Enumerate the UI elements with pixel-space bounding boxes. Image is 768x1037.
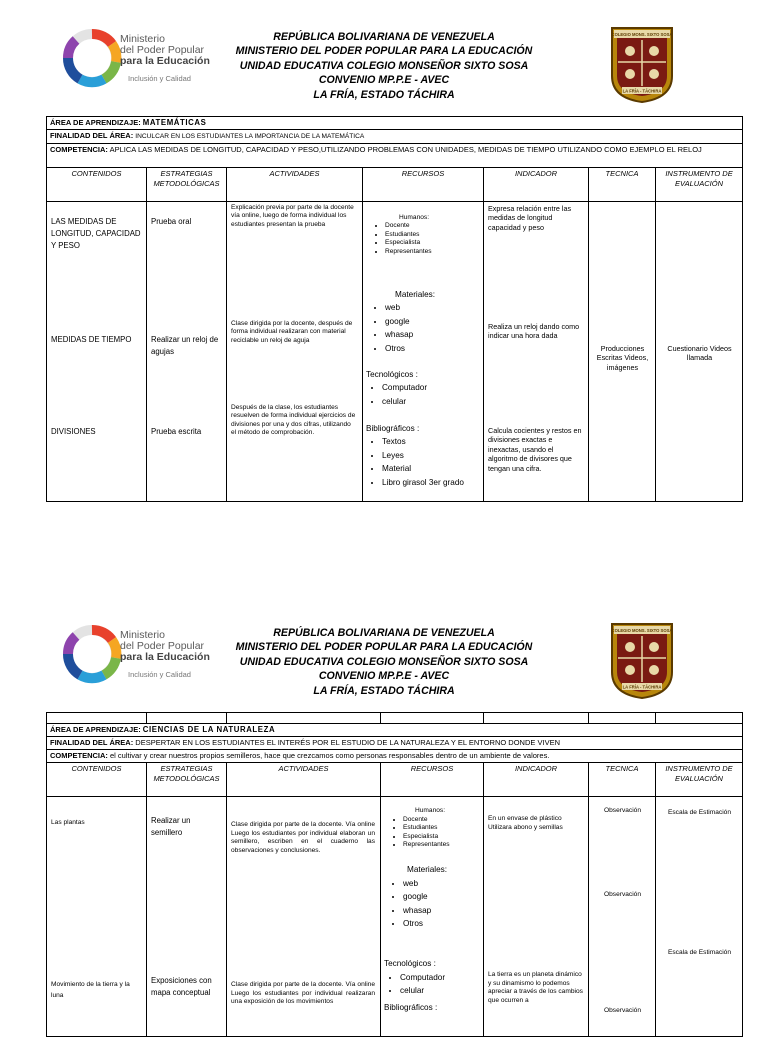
title-line-4: CONVENIO MP.P.E - AVEC [318, 670, 450, 683]
estrategia-1: Realizar un semillero [151, 816, 191, 837]
area-label: ÁREA DE APRENDIZAJE: [50, 118, 141, 127]
title-line-3: UNIDAD EDUCATIVA COLEGIO MONSEÑOR SIXTO SOSA [239, 655, 529, 668]
title-line-5: LA FRÍA, ESTADO TÁCHIRA [313, 684, 455, 697]
title-line-3: UNIDAD EDUCATIVA COLEGIO MONSEÑOR SIXTO SOSA [239, 59, 529, 72]
ministry-logo [62, 624, 222, 714]
finalidad-value: DESPERTAR EN LOS ESTUDIANTES EL INTERÉS POR EL ESTUDIO DE LA NATURALEZA Y EL ENTORNO DONDE VIVEN [135, 738, 560, 747]
instrumento-1: Escala de Estimación [667, 809, 732, 816]
table-cell-contenidos [47, 201, 147, 501]
humano-item: • Estudiantes [403, 824, 479, 833]
indicador-2: Realiza un reloj dando como indicar una hora dada [488, 321, 580, 341]
col-header-recursos: RECURSOS [381, 763, 484, 797]
table-cell-recursos [381, 797, 484, 1037]
ministry-logo-icon [62, 28, 122, 88]
col-header-actividades: ACTIVIDADES [227, 167, 363, 201]
competencia-value: el cultivar y crear nuestros propios semilleros, hace que crezcamos como personas responsables dentro de un ambiente de valores. [110, 751, 550, 760]
competencia-label: COMPETENCIA: [50, 144, 108, 154]
actividad-3: Después de la clase, los estudiantes resuelven de forma individual ejercicios de divisiones por una y dos cifras, utilizando el método de comprobación. [231, 403, 356, 437]
recursos-bibliograficos [366, 422, 480, 490]
tecnica-mid: Observación [603, 891, 642, 898]
plan-table-ciencias [46, 712, 743, 1037]
school-seal-icon [608, 620, 676, 700]
estrategia-2: Realizar un reloj de agujas [151, 334, 219, 356]
col-header-contenidos: CONTENIDOS [47, 763, 147, 797]
table-cell-estrategias [147, 201, 227, 501]
table-cell-estrategias [147, 797, 227, 1037]
table-cell-actividades [227, 201, 363, 501]
logo-line-3: para la Educación [120, 55, 210, 67]
material-item: • whasap [385, 328, 479, 342]
empty-cell [656, 713, 743, 724]
seal-top-text: COLEGIO MONS. SIXTO SOSA [611, 628, 673, 633]
material-item: • whasap [403, 904, 479, 918]
page-header-2 [0, 596, 768, 706]
recursos-materiales [387, 863, 479, 931]
title-line-4: CONVENIO MP.P.E - AVEC [318, 74, 450, 87]
competencia-value: APLICA LAS MEDIDAS DE LONGITUD, CAPACIDAD Y PESO,UTILIZANDO PROBLEMAS CON UNIDADES, MEDIDAS DE TIEMPO UTILIZANDO COMO EJEMPLO EL RELOJ [109, 144, 702, 154]
col-header-tecnica: TECNICA [589, 763, 656, 797]
table-cell-indicador [484, 201, 589, 501]
finalidad-value: INCULCAR EN LOS ESTUDIANTES LA IMPORTANCIA DE LA MATEMÁTICA [135, 133, 365, 140]
humano-item: • Especialista [403, 833, 479, 842]
tecnica-value: Producciones Escritas Videos, imágenes [596, 343, 649, 372]
recursos-humanos [369, 214, 479, 257]
bibliograficos-label: Bibliográficos : [366, 423, 420, 433]
empty-cell [227, 713, 381, 724]
table-cell-tecnica [589, 797, 656, 1037]
school-seal [608, 24, 676, 104]
plan-table-matematicas [46, 116, 743, 502]
institution-titles [200, 626, 568, 698]
humano-item: • Estudiantes [385, 231, 479, 240]
tecnologico-item: • celular [400, 984, 480, 998]
material-item: • web [403, 877, 479, 891]
finalidad-label: FINALIDAD DEL ÁREA: [50, 738, 134, 747]
title-line-2: MINISTERIO DEL PODER POPULAR PARA LA EDUCACIÓN [235, 641, 533, 654]
contenido-1: LAS MEDIDAS DE LONGITUD, CAPACIDAD Y PESO [51, 216, 141, 250]
finalidad-row [47, 737, 743, 750]
table-cell-instrumento [656, 201, 743, 501]
page-header-1 [0, 0, 768, 110]
estrategia-3: Prueba escrita [151, 426, 202, 436]
seal-bottom-text: LA FRÍA - TÁCHIRA [622, 88, 662, 94]
competencia-row [47, 750, 743, 763]
ministry-logo [62, 28, 222, 118]
estrategia-1: Prueba oral [151, 216, 192, 226]
contenido-3: DIVISIONES [51, 426, 96, 436]
actividad-2: Clase dirigida por la docente, después de forma individual realizaran con material reciclable un reloj de aguja [231, 319, 353, 344]
material-item: • Otros [385, 342, 479, 356]
actividad-2: Clase dirigida por parte de la docente. Vía online Luego los estudiantes por individual realizaran una exposición de los movimientos [231, 981, 375, 1006]
logo-line-2: del Poder Popular [120, 640, 205, 652]
material-item: • Otros [403, 917, 479, 931]
col-header-indicador: INDICADOR [484, 167, 589, 201]
contenido-2: MEDIDAS DE TIEMPO [51, 334, 132, 344]
bibliograficos-label: Bibliográficos : [384, 1003, 438, 1012]
school-seal-icon [608, 24, 676, 104]
logo-line-1: Ministerio [120, 33, 165, 45]
competencia-label: COMPETENCIA: [50, 751, 108, 760]
recursos-tecnologicos [366, 368, 480, 409]
title-line-1: REPÚBLICA BOLIVARIANA DE VENEZUELA [273, 627, 495, 639]
humano-item: • Docente [403, 816, 479, 825]
bibliografico-item: • Libro girasol 3er grado [382, 476, 480, 490]
area-value: CIENCIAS DE LA NATURALEZA [142, 725, 276, 734]
seal-bottom-text: LA FRÍA - TÁCHIRA [622, 684, 662, 690]
bibliografico-item: • Leyes [382, 449, 480, 463]
tecnica-2: Observación [603, 1007, 642, 1014]
logo-tagline: Inclusión y Calidad [128, 74, 191, 83]
estrategia-2: Exposiciones con mapa conceptual [151, 976, 212, 997]
area-label: ÁREA DE APRENDIZAJE: [50, 725, 141, 734]
humano-item: • Representantes [385, 248, 479, 257]
bibliografico-item: • Material [382, 462, 480, 476]
seal-top-text: COLEGIO MONS. SIXTO SOSA [611, 32, 673, 37]
table-cell-tecnica [589, 201, 656, 501]
finalidad-label: FINALIDAD DEL ÁREA: [50, 131, 134, 140]
tecnica-1: Observación [603, 807, 642, 814]
bibliografico-item: • Textos [382, 435, 480, 449]
table-cell-actividades [227, 797, 381, 1037]
contenido-1: Las plantas [51, 819, 85, 826]
recursos-humanos [387, 807, 479, 850]
finalidad-row [47, 130, 743, 144]
instrumento-value: Cuestionario Videos llamada [667, 343, 732, 363]
logo-line-3: para la Educación [120, 651, 210, 663]
tecnologicos-label: Tecnológicos : [366, 369, 418, 379]
humanos-label: Humanos: [399, 213, 430, 221]
humano-item: • Docente [385, 222, 479, 231]
actividad-1: Clase dirigida por parte de la docente. Vía online Luego los estudiantes por individual elaboran un semillero, escriben en el cuaderno las observaciones y conclusiones. [231, 821, 375, 854]
logo-line-1: Ministerio [120, 629, 165, 641]
tecnologico-item: • Computador [382, 381, 480, 395]
empty-cell [589, 713, 656, 724]
indicador-2: La tierra es un planeta dinámico y su dinamismo lo podemos apreciar a través de los cambios que ocurren a [488, 971, 583, 1004]
table-cell-indicador [484, 797, 589, 1037]
table-cell-contenidos [47, 797, 147, 1037]
col-header-estrategias: ESTRATEGIAS METODOLÓGICAS [147, 167, 227, 201]
tecnologico-item: • Computador [400, 971, 480, 985]
material-item: • web [385, 301, 479, 315]
humano-item: • Representantes [403, 841, 479, 850]
empty-cell [484, 713, 589, 724]
logo-line-2: del Poder Popular [120, 44, 205, 56]
col-header-indicador: INDICADOR [484, 763, 589, 797]
table-cell-recursos [363, 201, 484, 501]
material-item: • google [403, 890, 479, 904]
humano-item: • Especialista [385, 239, 479, 248]
logo-tagline: Inclusión y Calidad [128, 670, 191, 679]
col-header-estrategias: ESTRATEGIAS METODOLÓGICAS [147, 763, 227, 797]
materiales-label: Materiales: [407, 865, 448, 874]
ministry-logo-icon [62, 624, 122, 684]
area-row [47, 117, 743, 130]
recursos-tecnologicos [384, 957, 480, 998]
col-header-actividades: ACTIVIDADES [227, 763, 381, 797]
title-line-5: LA FRÍA, ESTADO TÁCHIRA [313, 88, 455, 101]
empty-cell [147, 713, 227, 724]
empty-cell [47, 713, 147, 724]
institution-titles [200, 30, 568, 102]
school-seal [608, 620, 676, 700]
col-header-instrumento: INSTRUMENTO DE EVALUACIÓN [656, 763, 743, 797]
competencia-row [47, 143, 743, 167]
recursos-bibliograficos [384, 1001, 480, 1015]
recursos-materiales [369, 288, 479, 356]
tecnologico-item: • celular [382, 395, 480, 409]
area-value: MATEMÁTICAS [142, 118, 207, 127]
actividad-1: Explicación previa por parte de la docente vía online, luego de forma individual los estudiantes presentan la prueba [231, 203, 354, 228]
col-header-instrumento: INSTRUMENTO DE EVALUACIÓN [656, 167, 743, 201]
instrumento-2: Escala de Estimación [667, 949, 732, 956]
indicador-1: En un envase de plástico Utilizara abono y semillas [488, 815, 563, 831]
tecnologicos-label: Tecnológicos : [384, 959, 436, 968]
material-item: • google [385, 315, 479, 329]
col-header-tecnica: TECNICA [589, 167, 656, 201]
title-line-1: REPÚBLICA BOLIVARIANA DE VENEZUELA [273, 31, 495, 43]
contenido-2: Movimiento de la tierra y la luna [51, 981, 130, 999]
empty-cell [381, 713, 484, 724]
area-row [47, 724, 743, 737]
col-header-recursos: RECURSOS [363, 167, 484, 201]
table-cell-instrumento [656, 797, 743, 1037]
col-header-contenidos: CONTENIDOS [47, 167, 147, 201]
indicador-3: Calcula cocientes y restos en divisiones exactas e inexactas, usando el algoritmo de divisores que tengan una cifra. [488, 425, 582, 473]
indicador-1: Expresa relación entre las medidas de longitud capacidad y peso [488, 203, 572, 232]
humanos-label: Humanos: [415, 807, 446, 814]
title-line-2: MINISTERIO DEL PODER POPULAR PARA LA EDUCACIÓN [235, 45, 533, 58]
materiales-label: Materiales: [395, 289, 436, 299]
